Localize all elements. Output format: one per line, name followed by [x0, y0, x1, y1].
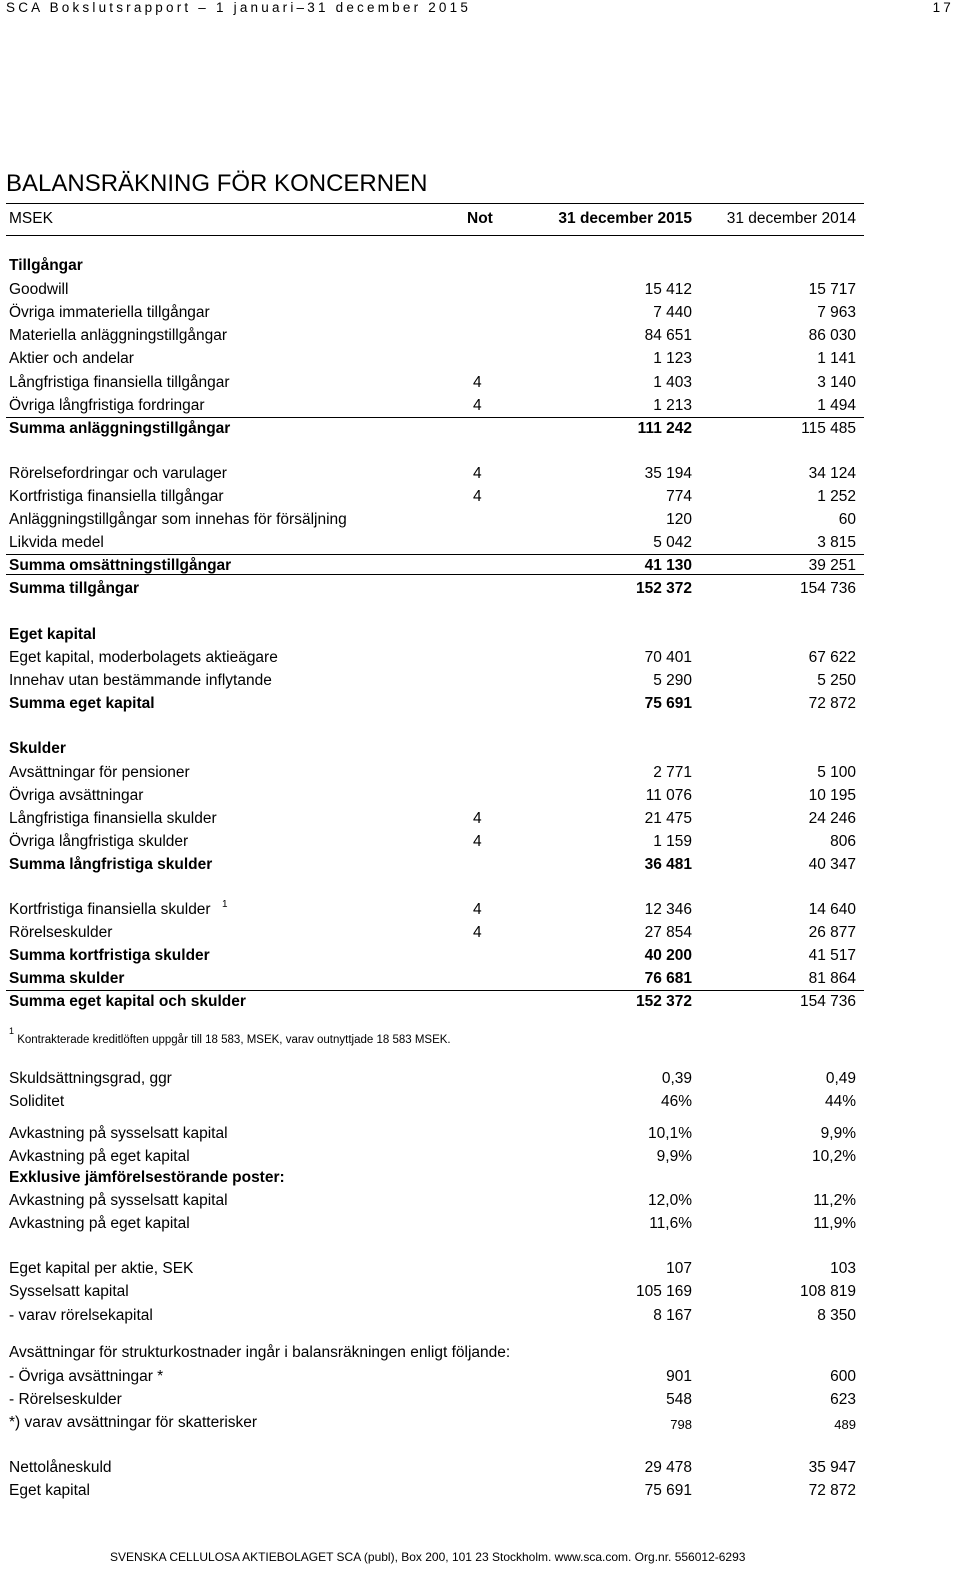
- value-2014: 489: [834, 1417, 856, 1432]
- row-label: Likvida medel: [9, 534, 104, 551]
- row-label: Skuldsättningsgrad, ggr: [9, 1070, 172, 1087]
- value-2015: 27 854: [644, 924, 692, 941]
- table-row: [6, 693, 864, 715]
- value-2014: 103: [830, 1260, 856, 1277]
- row-label: Materiella anläggningstillgångar: [9, 327, 227, 344]
- divider: [6, 990, 864, 991]
- value-2015: 11 076: [645, 787, 692, 804]
- table-row: [6, 463, 864, 485]
- table-row: [6, 1146, 864, 1168]
- table-row: [6, 1068, 864, 1090]
- table-row: [6, 738, 864, 760]
- row-label: Summa tillgångar: [9, 580, 140, 597]
- row-label: - Övriga avsättningar *: [9, 1368, 164, 1385]
- page-title: BALANSRÄKNING FÖR KONCERNEN: [6, 170, 428, 197]
- value-2015: 29 478: [644, 1459, 692, 1476]
- value-2014: 3 815: [817, 534, 856, 551]
- value-2015: 107: [666, 1260, 692, 1277]
- table-row: [6, 418, 864, 440]
- value-2015: 152 372: [635, 580, 692, 597]
- value-2014: 11,9%: [813, 1215, 856, 1232]
- value-2014: 15 717: [808, 281, 856, 298]
- row-label: Summa anläggningstillgångar: [9, 420, 231, 437]
- row-label: Rörelsefordringar och varulager: [9, 465, 227, 482]
- row-note: 4: [473, 833, 482, 850]
- value-2015: 7 440: [653, 304, 692, 321]
- unit-header: MSEK: [9, 210, 53, 227]
- divider: [6, 554, 864, 555]
- value-2015: 798: [670, 1417, 692, 1432]
- value-2015: 10,1%: [648, 1125, 692, 1142]
- value-2014: 154 736: [799, 993, 856, 1010]
- year-2015-header: 31 december 2015: [558, 210, 692, 227]
- row-label: Nettolåneskuld: [9, 1459, 112, 1476]
- row-label: Summa eget kapital: [9, 695, 155, 712]
- table-row: [6, 1123, 864, 1145]
- value-2014: 72 872: [808, 1482, 856, 1499]
- value-2015: 548: [666, 1391, 692, 1408]
- row-label: Eget kapital: [9, 1482, 90, 1499]
- value-2015: 901: [666, 1368, 692, 1385]
- value-2014: 14 640: [808, 901, 856, 918]
- value-2014: 115 485: [801, 420, 856, 437]
- table-row: [6, 854, 864, 876]
- row-note: 4: [473, 397, 482, 414]
- value-2015: 1 213: [653, 397, 692, 414]
- row-label: Långfristiga finansiella tillgångar: [9, 374, 230, 391]
- row-label: Innehav utan bestämmande inflytande: [9, 672, 272, 689]
- row-label: Tillgångar: [9, 257, 83, 274]
- row-label: - varav rörelsekapital: [9, 1307, 153, 1324]
- value-2015: 5 042: [653, 534, 692, 551]
- row-note: 4: [473, 488, 482, 505]
- row-note: 4: [473, 901, 482, 918]
- value-2014: 86 030: [808, 327, 856, 344]
- table-row: [6, 279, 864, 301]
- footnote-mark: 1: [9, 1026, 15, 1036]
- value-2014: 44%: [824, 1093, 856, 1110]
- row-note: 4: [473, 374, 482, 391]
- row-label: Summa långfristiga skulder: [9, 856, 213, 873]
- table-row: [6, 945, 864, 967]
- divider: [6, 417, 864, 418]
- value-2014: 108 819: [799, 1283, 856, 1300]
- table-row: [6, 785, 864, 807]
- row-label: Anläggningstillgångar som innehas för försäljning: [9, 511, 347, 528]
- value-2015: 105 169: [635, 1283, 692, 1300]
- table-row: [6, 1412, 864, 1434]
- value-2014: 0,49: [825, 1070, 856, 1087]
- value-2015: 12,0%: [648, 1192, 692, 1209]
- row-label: Eget kapital, moderbolagets aktieägare: [9, 649, 278, 666]
- row-label: Kortfristiga finansiella skulder: [9, 901, 211, 918]
- value-2014: 5 250: [817, 672, 856, 689]
- row-label: Summa omsättningstillgångar: [9, 557, 232, 574]
- row-label: Avsättningar för pensioner: [9, 764, 190, 781]
- value-2015: 1 159: [653, 833, 692, 850]
- table-row: [6, 1190, 864, 1212]
- table-row: [6, 325, 864, 347]
- table-row: [6, 762, 864, 784]
- value-2015: 12 346: [644, 901, 692, 918]
- value-2015: 0,39: [661, 1070, 692, 1087]
- row-label: Övriga immateriella tillgångar: [9, 304, 210, 321]
- table-row: [6, 486, 864, 508]
- table-row: [6, 922, 864, 944]
- value-2015: 35 194: [644, 465, 692, 482]
- value-2015: 1 123: [653, 350, 692, 367]
- row-label: Summa kortfristiga skulder: [9, 947, 210, 964]
- value-2014: 623: [830, 1391, 856, 1408]
- footnote: [9, 1026, 451, 1046]
- table-row: [6, 302, 864, 324]
- value-2014: 40 347: [808, 856, 856, 873]
- table-row: [6, 1366, 864, 1388]
- value-2015: 8 167: [653, 1307, 692, 1324]
- value-2015: 84 651: [644, 327, 692, 344]
- value-2015: 774: [666, 488, 692, 505]
- value-2014: 8 350: [817, 1307, 856, 1324]
- value-2014: 26 877: [808, 924, 856, 941]
- table-row: [6, 1305, 864, 1327]
- value-2014: 10,2%: [812, 1148, 856, 1165]
- value-2015: 11,6%: [649, 1215, 692, 1232]
- report-title: SCA Bokslutsrapport – 1 januari–31 december 2015: [6, 0, 472, 15]
- table-row: [6, 624, 864, 646]
- table-row: [6, 647, 864, 669]
- table-row: [6, 395, 864, 417]
- table-row: [6, 670, 864, 692]
- value-2015: 76 681: [644, 970, 692, 987]
- row-note: 4: [473, 810, 482, 827]
- value-2015: 46%: [660, 1093, 692, 1110]
- value-2014: 67 622: [808, 649, 856, 666]
- value-2014: 35 947: [808, 1459, 856, 1476]
- table-row: [6, 1342, 864, 1364]
- value-2014: 9,9%: [820, 1125, 856, 1142]
- value-2015: 2 771: [653, 764, 692, 781]
- table-row: [6, 372, 864, 394]
- row-label: - Rörelseskulder: [9, 1391, 122, 1408]
- page-number: 17: [932, 0, 954, 15]
- value-2015: 75 691: [644, 695, 692, 712]
- row-label: Eget kapital: [9, 626, 96, 643]
- note-header: Not: [467, 210, 493, 227]
- value-2014: 72 872: [808, 695, 856, 712]
- value-2014: 5 100: [817, 764, 856, 781]
- row-label: Övriga långfristiga skulder: [9, 833, 189, 850]
- value-2014: 1 494: [817, 397, 856, 414]
- value-2014: 154 736: [799, 580, 856, 597]
- table-row: [6, 1480, 864, 1502]
- row-label: Summa eget kapital och skulder: [9, 993, 246, 1010]
- value-2015: 1 403: [653, 374, 692, 391]
- value-2014: 3 140: [817, 374, 856, 391]
- value-2015: 36 481: [644, 856, 692, 873]
- row-label: Skulder: [9, 740, 66, 757]
- row-label: Goodwill: [9, 281, 69, 298]
- row-note: 4: [473, 465, 482, 482]
- row-label: Soliditet: [9, 1093, 65, 1110]
- footnote-text: Kontrakterade kreditlöften uppgår till 18 583, MSEK, varav outnyttjade 18 583 MSEK.: [14, 1033, 451, 1046]
- table-row: [6, 509, 864, 531]
- value-2015: 9,9%: [656, 1148, 692, 1165]
- table-row: [6, 1167, 864, 1189]
- row-label: Exklusive jämförelsestörande poster:: [9, 1169, 285, 1186]
- table-row: [6, 899, 864, 921]
- table-row: [6, 831, 864, 853]
- value-2014: 24 246: [808, 810, 856, 827]
- value-2014: 60: [838, 511, 856, 528]
- table-row: [6, 578, 864, 600]
- row-label: *) varav avsättningar för skatterisker: [9, 1414, 258, 1431]
- value-2014: 39 251: [808, 557, 856, 574]
- value-2015: 41 130: [644, 557, 692, 574]
- row-note: 4: [473, 924, 482, 941]
- table-row: [6, 1091, 864, 1113]
- divider: [6, 574, 864, 575]
- value-2014: 11,2%: [813, 1192, 856, 1209]
- table-row: [6, 532, 864, 554]
- table-row: [6, 1389, 864, 1411]
- row-label: Rörelseskulder: [9, 924, 113, 941]
- value-2015: 21 475: [644, 810, 692, 827]
- row-label: Avkastning på sysselsatt kapital: [9, 1192, 228, 1209]
- value-2014: 600: [830, 1368, 856, 1385]
- row-label: Avkastning på eget kapital: [9, 1215, 190, 1232]
- row-label: Avkastning på eget kapital: [9, 1148, 190, 1165]
- row-label: Övriga avsättningar: [9, 787, 144, 804]
- table-row: [6, 968, 864, 990]
- year-2014-header: 31 december 2014: [726, 210, 856, 227]
- table-row: [6, 348, 864, 370]
- value-2014: 1 252: [817, 488, 856, 505]
- row-label: Övriga långfristiga fordringar: [9, 397, 205, 414]
- value-2014: 806: [830, 833, 856, 850]
- table-row: [6, 1258, 864, 1280]
- value-2015: 15 412: [644, 281, 692, 298]
- table-row: [6, 1457, 864, 1479]
- value-2015: 111 242: [637, 420, 692, 437]
- row-label: Avkastning på sysselsatt kapital: [9, 1125, 228, 1142]
- value-2015: 70 401: [644, 649, 692, 666]
- value-2014: 41 517: [808, 947, 856, 964]
- value-2014: 7 963: [817, 304, 856, 321]
- row-label: Eget kapital per aktie, SEK: [9, 1260, 194, 1277]
- footnote-reference: 1: [222, 899, 228, 910]
- row-label: Sysselsatt kapital: [9, 1283, 129, 1300]
- value-2015: 152 372: [635, 993, 692, 1010]
- row-label: Avsättningar för strukturkostnader ingår i balansräkningen enligt följande:: [9, 1344, 511, 1361]
- page-header: [6, 0, 954, 17]
- value-2014: 10 195: [808, 787, 856, 804]
- value-2015: 40 200: [644, 947, 692, 964]
- table-row: [6, 1281, 864, 1303]
- row-label: Kortfristiga finansiella tillgångar: [9, 488, 224, 505]
- value-2015: 5 290: [653, 672, 692, 689]
- value-2015: 75 691: [644, 1482, 692, 1499]
- table-row: [6, 1213, 864, 1235]
- row-label: Aktier och andelar: [9, 350, 134, 367]
- table-row: [6, 255, 864, 277]
- value-2014: 1 141: [817, 350, 856, 367]
- value-2015: 120: [666, 511, 692, 528]
- table-row: [6, 991, 864, 1013]
- page-footer: SVENSKA CELLULOSA AKTIEBOLAGET SCA (publ), Box 200, 101 23 Stockholm. www.sca.com. Org.nr. 556012-6293: [110, 1550, 746, 1564]
- row-label: Summa skulder: [9, 970, 125, 987]
- row-label: Långfristiga finansiella skulder: [9, 810, 217, 827]
- value-2014: 81 864: [808, 970, 856, 987]
- value-2014: 34 124: [808, 465, 856, 482]
- table-row: [6, 808, 864, 830]
- column-header-row: [6, 203, 864, 236]
